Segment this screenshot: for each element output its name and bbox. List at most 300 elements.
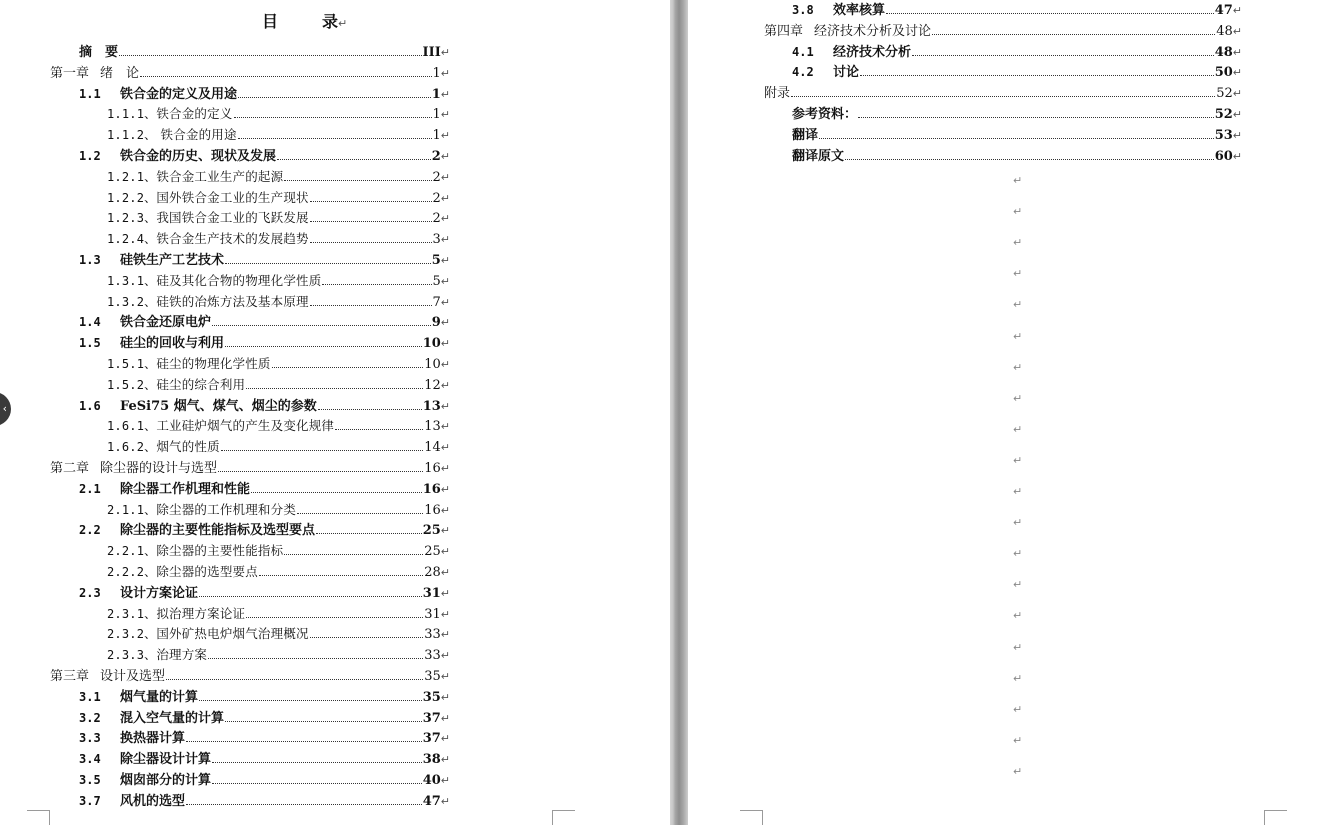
paragraph-mark-icon: ↵ [440, 191, 450, 205]
toc-dot-leader [310, 221, 432, 222]
toc-entry-page: 13 [424, 419, 441, 435]
toc-entry-label [79, 773, 211, 788]
toc-entry-page: 33 [424, 627, 441, 643]
toc-dot-leader [221, 450, 423, 451]
toc-dot-leader [791, 96, 1215, 97]
toc-entry-number: 3.2 [79, 710, 101, 725]
paragraph-mark-icon: ↵ [1013, 485, 1023, 498]
toc-entry-page: 13 [422, 398, 441, 414]
toc-entry[interactable] [792, 123, 1242, 143]
toc-dot-leader [322, 284, 431, 285]
toc-entry-text: 硅尘的回收与利用 [120, 336, 225, 352]
toc-entry-number: 1.5.1、 [107, 357, 157, 371]
toc-entry-text: 除尘器的主要性能指标及选型要点 [120, 523, 316, 539]
toc-dot-leader [186, 804, 422, 805]
toc-entry[interactable] [79, 747, 450, 767]
toc-entry-text: 除尘器的设计与选型 [100, 461, 218, 476]
paragraph-mark-icon: ↵ [440, 108, 450, 122]
toc-entry[interactable] [79, 518, 450, 538]
toc-entry-label [50, 66, 139, 81]
toc-entry-number: 第一章 [50, 65, 90, 81]
toc-entry-text: 治理方案 [156, 647, 208, 663]
toc-entry[interactable] [79, 82, 450, 102]
toc-dot-leader [225, 721, 422, 722]
toc-entry[interactable] [107, 622, 450, 642]
toc-entry-label [792, 128, 818, 143]
toc-entry-page: 53 [1214, 127, 1233, 143]
paragraph-mark-icon: ↵ [440, 566, 450, 579]
toc-entry-label [792, 107, 857, 122]
toc-entry-text: 设计及选型 [100, 669, 166, 684]
paragraph-mark-icon: ↵ [440, 774, 450, 787]
toc-entry-text: FeSi75 烟气、煤气、烟尘的参数 [120, 398, 317, 414]
toc-entry-text: 除尘器工作机理和性能 [120, 481, 251, 497]
paragraph-mark-icon: ↵ [440, 545, 450, 559]
paragraph-mark-icon: ↵ [440, 254, 450, 267]
toc-dot-leader [297, 513, 423, 514]
toc-entry-label [107, 626, 309, 642]
toc-entry-page: 60 [1214, 148, 1233, 164]
toc-entry[interactable] [107, 186, 450, 206]
paragraph-mark-icon: ↵ [440, 711, 450, 725]
page-corner-mark [552, 810, 575, 825]
toc-entry-text: 经济技术分析 [833, 44, 912, 60]
toc-entry-number: 2.1 [79, 481, 101, 496]
paragraph-mark-icon: ↵ [1013, 391, 1023, 405]
toc-entry-text: 铁合金的定义及用途 [120, 86, 238, 102]
toc-entry-page: 1 [431, 86, 441, 102]
paragraph-mark-icon: ↵ [1232, 149, 1242, 163]
toc-dot-leader [310, 201, 432, 202]
toc-entry[interactable] [792, 102, 1242, 122]
toc-entry-text: 国外铁合金工业的生产现状 [156, 189, 309, 205]
toc-entry-number: 3.1 [79, 689, 101, 704]
toc-entry-number: 1.2 [79, 149, 101, 163]
toc-entry-number: 2.2 [79, 523, 101, 538]
toc-dot-leader [218, 471, 423, 472]
toc-entry-number: 2.3 [79, 585, 101, 600]
paragraph-mark-icon: ↵ [1232, 4, 1242, 17]
toc-dot-leader [199, 596, 422, 597]
toc-entry-number: 3.8 [792, 3, 814, 17]
toc-entry-number: 1.6.2、 [107, 440, 157, 455]
toc-entry-page: 50 [1214, 65, 1233, 81]
toc-entry-label [79, 731, 185, 746]
toc-entry-page: 10 [422, 336, 441, 352]
paragraph-mark-icon: ↵ [440, 628, 450, 642]
toc-dot-leader [316, 533, 422, 534]
toc-entry-text: 除尘器的主要性能指标 [156, 543, 284, 559]
paragraph-mark-icon: ↵ [1013, 640, 1023, 654]
toc-entry-text: 风机的选型 [120, 793, 186, 809]
paragraph-mark-icon: ↵ [440, 482, 450, 496]
toc-entry-number: 1.2.2、 [107, 190, 157, 205]
toc-entry-page: 1 [432, 128, 441, 144]
paragraph-mark-icon: ↵ [1013, 764, 1023, 778]
paragraph-mark-icon: ↵ [440, 420, 450, 434]
toc-entry-text: 硅铁的冶炼方法及基本原理 [156, 293, 309, 309]
toc-entry-number: 1.1.1、 [107, 107, 157, 122]
toc-entry[interactable] [792, 0, 1242, 18]
paragraph-mark-icon: ↵ [440, 462, 450, 475]
toc-entry-page: 16 [424, 502, 441, 518]
toc-dot-leader [284, 554, 423, 555]
toc-entry-page: 48 [1216, 23, 1233, 39]
toc-entry-number: 1.1.2、 [107, 128, 157, 143]
paragraph-mark-icon: ↵ [1013, 267, 1023, 281]
toc-entry-label [764, 86, 790, 101]
toc-entry-page: 3 [432, 232, 441, 248]
toc-entry[interactable] [764, 19, 1242, 39]
toc-entry[interactable] [79, 144, 450, 164]
toc-entry-label [107, 439, 220, 455]
toc-entry-number: 1.3.1、 [107, 273, 157, 288]
toc-entry-label [107, 543, 283, 559]
toc-entry-page: III [422, 45, 441, 60]
toc-entry[interactable] [79, 706, 450, 726]
toc-entry-number: 4.1 [792, 44, 814, 59]
toc-entry-page: 7 [432, 294, 441, 310]
toc-entry-text: 铁合金的定义 [156, 106, 233, 122]
toc-entry-label [764, 24, 931, 39]
toc-entry[interactable] [79, 726, 450, 746]
toc-entry-number: 第四章 [764, 23, 804, 39]
paragraph-mark-icon: ↵ [1013, 702, 1023, 716]
toc-entry-page: 28 [424, 565, 441, 580]
toc-entry-label [107, 169, 283, 185]
toc-entry[interactable] [79, 310, 450, 330]
toc-entry-number: 1.2.1、 [107, 169, 157, 184]
paragraph-mark-icon: ↵ [440, 358, 450, 371]
toc-entry-number: 第二章 [50, 461, 90, 476]
toc-entry[interactable] [79, 331, 450, 351]
toc-entry-text: 铁合金的历史、现状及发展 [120, 149, 277, 164]
toc-entry[interactable] [79, 394, 450, 414]
page-corner-mark [27, 810, 50, 825]
toc-entry-label [107, 210, 309, 226]
paragraph-mark-icon: ↵ [440, 649, 450, 663]
toc-entry-page: 37 [422, 710, 441, 726]
toc-entry[interactable] [107, 602, 450, 622]
navigation-pane-toggle[interactable] [0, 392, 11, 426]
toc-title-first-char: 目 [262, 12, 279, 31]
toc-entry-label [107, 190, 309, 206]
paragraph-mark-icon: ↵ [440, 399, 450, 413]
toc-dot-leader [208, 658, 423, 659]
toc-entry[interactable] [79, 248, 450, 268]
paragraph-mark-icon: ↵ [440, 378, 450, 392]
toc-dot-leader [119, 55, 422, 56]
toc-dot-leader [212, 325, 431, 326]
toc-entry[interactable] [792, 40, 1242, 60]
toc-entry[interactable] [107, 560, 450, 580]
page-gutter [670, 0, 688, 825]
toc-dot-leader [845, 159, 1214, 160]
toc-entry-label [79, 253, 224, 268]
toc-entry-page: 1 [432, 107, 441, 123]
toc-dot-leader [238, 97, 431, 98]
paragraph-mark-icon: ↵ [440, 670, 450, 683]
toc-entry-text: 硅及其化合物的物理化学性质 [156, 272, 322, 288]
paragraph-mark-icon: ↵ [1232, 24, 1242, 38]
toc-dot-leader [860, 75, 1214, 76]
paragraph-mark-icon: ↵ [1013, 205, 1023, 219]
toc-entry-number: 2.3.3、 [107, 648, 157, 663]
toc-entry-page: 2 [432, 190, 441, 206]
toc-entry-text: 换热器计算 [120, 731, 186, 747]
toc-entry-text: 硅尘的物理化学性质 [156, 356, 271, 371]
toc-entry-text: 铁合金生产技术的发展趋势 [156, 231, 309, 247]
toc-dot-leader [186, 741, 422, 742]
toc-entry-label [79, 482, 250, 497]
paragraph-mark-icon: ↵ [440, 732, 450, 746]
toc-entry[interactable] [50, 456, 450, 476]
toc-entry-text: 除尘器设计计算 [120, 752, 212, 768]
toc-entry-number: 2.2.2、 [107, 565, 157, 579]
toc-entry[interactable] [50, 61, 450, 81]
toc-entry[interactable] [792, 60, 1242, 80]
toc-dot-leader [246, 388, 423, 389]
paragraph-mark-icon: ↵ [440, 87, 450, 101]
toc-entry-number: 3.3 [79, 731, 101, 746]
toc-entry[interactable] [79, 768, 450, 788]
toc-entry-label [79, 336, 224, 351]
toc-dot-leader [259, 575, 423, 576]
toc-dot-leader [246, 617, 423, 618]
toc-entry[interactable] [107, 435, 450, 455]
paragraph-mark-icon: ↵ [1232, 87, 1242, 101]
toc-entry-number: 4.2 [792, 65, 814, 80]
paragraph-mark-icon: ↵ [440, 274, 450, 288]
toc-entry-text: 摘 要 [79, 45, 119, 60]
toc-dot-leader [238, 138, 432, 139]
paragraph-mark-icon: ↵ [1013, 236, 1023, 250]
toc-entry-label [50, 461, 217, 476]
paragraph-mark-icon: ↵ [1013, 547, 1023, 561]
toc-dot-leader [199, 700, 422, 701]
toc-dot-leader [251, 492, 422, 493]
toc-entry-label [792, 65, 859, 80]
toc-entry-page: 38 [422, 752, 441, 768]
toc-dot-leader [212, 762, 422, 763]
toc-entry-page: 52 [1216, 86, 1233, 102]
paragraph-mark-icon: ↵ [1013, 516, 1023, 530]
paragraph-mark-icon: ↵ [440, 690, 450, 704]
toc-entry-page: 12 [424, 377, 441, 393]
paragraph-mark-icon: ↵ [1013, 671, 1023, 685]
paragraph-mark-icon: ↵ [440, 607, 450, 621]
toc-entry-page: 25 [422, 523, 441, 539]
paragraph-mark-icon: ↵ [440, 295, 450, 309]
toc-entry-page: 14 [424, 440, 441, 456]
toc-entry-label [79, 586, 198, 601]
toc-entry-label [107, 606, 245, 622]
toc-entry-page: 47 [422, 793, 441, 809]
toc-dot-leader [310, 305, 432, 306]
toc-entry-text: 拟治理方案论证 [156, 605, 246, 621]
toc-entry-label [792, 149, 844, 164]
toc-entry[interactable] [79, 789, 450, 809]
toc-dot-leader [932, 34, 1215, 35]
toc-entry-number: 1.1 [79, 86, 101, 101]
toc-entry[interactable] [107, 269, 450, 289]
toc-entry-page: 52 [1214, 107, 1233, 122]
toc-entry[interactable] [107, 123, 450, 143]
toc-entry-page: 16 [422, 481, 441, 497]
toc-entry-number: 1.3 [79, 253, 101, 267]
toc-dot-leader [140, 76, 431, 77]
page-corner-mark [1264, 810, 1287, 825]
paragraph-mark-icon: ↵ [1013, 733, 1023, 747]
toc-entry[interactable] [107, 165, 450, 185]
toc-entry-number: 1.3.2、 [107, 294, 157, 309]
paragraph-mark-icon: ↵ [440, 524, 450, 538]
toc-entry-page: 5 [431, 253, 441, 268]
paragraph-mark-icon: ↵ [338, 17, 348, 30]
toc-entry-label [79, 315, 211, 330]
toc-dot-leader [310, 637, 424, 638]
toc-entry-text: 设计方案论证 [120, 585, 199, 601]
toc-entry-page: 37 [422, 731, 441, 747]
toc-entry[interactable] [107, 373, 450, 393]
chevron-left-icon: ‹ [2, 402, 7, 415]
toc-dot-leader [310, 242, 432, 243]
toc-entry[interactable] [79, 581, 450, 601]
toc-entry[interactable] [107, 498, 450, 518]
paragraph-mark-icon: ↵ [1232, 108, 1242, 121]
paragraph-mark-icon: ↵ [1232, 45, 1242, 59]
paragraph-mark-icon: ↵ [440, 129, 450, 143]
toc-entry-page: 25 [424, 544, 441, 560]
toc-title [262, 9, 347, 32]
toc-dot-leader [166, 679, 423, 680]
toc-entry-number: 2.3.2、 [107, 627, 157, 642]
toc-entry-page: 16 [424, 461, 441, 476]
toc-entry-number: 2.3.1、 [107, 606, 157, 621]
toc-dot-leader [819, 138, 1214, 139]
toc-entry-label [79, 399, 317, 414]
toc-dot-leader [858, 117, 1214, 118]
toc-entry-page: 2 [431, 149, 441, 164]
toc-entry[interactable] [79, 685, 450, 705]
toc-entry-text: 翻译原文 [792, 148, 845, 164]
toc-dot-leader [335, 429, 423, 430]
toc-entry[interactable] [107, 643, 450, 663]
paragraph-mark-icon: ↵ [1013, 422, 1023, 436]
toc-entry[interactable] [107, 539, 450, 559]
toc-entry-label [79, 45, 118, 60]
toc-entry[interactable] [107, 102, 450, 122]
toc-entry-page: 35 [422, 689, 441, 705]
toc-entry-label [792, 45, 911, 60]
toc-entry[interactable] [107, 206, 450, 226]
paragraph-mark-icon: ↵ [440, 233, 450, 247]
toc-entry-page: 48 [1214, 44, 1233, 60]
toc-entry-label [79, 87, 237, 102]
paragraph-mark-icon: ↵ [1013, 329, 1023, 343]
toc-entry-label [50, 669, 165, 684]
toc-entry-page: 10 [424, 357, 441, 372]
paragraph-mark-icon: ↵ [1232, 128, 1242, 142]
toc-entry-label [79, 149, 276, 164]
toc-entry-label [79, 711, 224, 726]
paragraph-mark-icon: ↵ [440, 66, 450, 80]
toc-entry-number: 2.1.1、 [107, 502, 157, 517]
toc-dot-leader [912, 55, 1214, 56]
toc-dot-leader [886, 13, 1214, 14]
toc-entry-text: 铁合金工业生产的起源 [156, 168, 284, 184]
toc-dot-leader [277, 159, 431, 160]
toc-entry-label [107, 564, 258, 580]
toc-entry[interactable] [50, 664, 450, 684]
toc-entry-number: 1.6.1、 [107, 419, 157, 434]
page-corner-mark [740, 810, 763, 825]
paragraph-mark-icon: ↵ [1013, 360, 1023, 374]
toc-entry-label [107, 647, 207, 663]
toc-entry-text: 翻译 [792, 127, 819, 143]
toc-entry-label [107, 127, 237, 143]
paragraph-mark-icon: ↵ [440, 150, 450, 163]
toc-entry-page: 40 [422, 773, 441, 788]
paragraph-mark-icon: ↵ [440, 503, 450, 517]
paragraph-mark-icon: ↵ [1013, 453, 1023, 467]
toc-entry-page: 2 [432, 211, 441, 227]
toc-dot-leader [272, 367, 424, 368]
toc-entry-text: 硅铁生产工艺技术 [120, 253, 225, 268]
toc-entry[interactable] [107, 227, 450, 247]
toc-entry-page: 33 [424, 648, 441, 664]
toc-dot-leader [234, 117, 432, 118]
toc-entry-page: 31 [424, 606, 441, 622]
toc-entry[interactable] [79, 477, 450, 497]
toc-entry-number: 1.4 [79, 315, 101, 330]
paragraph-mark-icon: ↵ [440, 753, 450, 767]
document-page-right [688, 0, 1320, 825]
toc-entry-text: 硅尘的综合利用 [156, 376, 246, 392]
toc-entry-text: 工业硅炉烟气的产生及变化规律 [156, 418, 335, 434]
paragraph-mark-icon: ↵ [440, 46, 450, 59]
toc-entry[interactable] [792, 144, 1242, 164]
toc-entry-page: 5 [432, 273, 441, 289]
toc-entry-text: 效率核算 [833, 3, 886, 18]
toc-entry-page: 31 [422, 585, 441, 601]
toc-entry-text: 参考资料： [792, 107, 858, 122]
toc-entry-text: 铁合金还原电炉 [120, 315, 212, 331]
toc-entry-number: 1.2.4、 [107, 232, 157, 247]
toc-title-second-char: 录 [322, 12, 339, 31]
toc-entry[interactable] [107, 414, 450, 434]
toc-entry-label [107, 418, 334, 434]
toc-entry-page: 47 [1214, 3, 1233, 18]
toc-entry-page: 9 [431, 315, 441, 331]
toc-entry-label [792, 3, 885, 18]
paragraph-mark-icon: ↵ [1013, 609, 1023, 623]
toc-entry-label [107, 502, 296, 518]
paragraph-mark-icon: ↵ [440, 441, 450, 455]
paragraph-mark-icon: ↵ [1013, 174, 1023, 187]
toc-entry[interactable] [107, 352, 450, 372]
toc-entry-text: 除尘器的选型要点 [156, 564, 258, 579]
paragraph-mark-icon: ↵ [1013, 578, 1023, 592]
toc-entry-text: 除尘器的工作机理和分类 [156, 501, 297, 517]
toc-entry[interactable] [79, 40, 450, 60]
toc-entry-label [107, 377, 245, 393]
toc-entry[interactable] [107, 290, 450, 310]
toc-entry-label [107, 106, 233, 122]
toc-entry-text: 经济技术分析及讨论 [814, 23, 932, 39]
toc-entry-text: 烟囱部分的计算 [120, 773, 212, 788]
toc-entry[interactable] [764, 81, 1242, 101]
